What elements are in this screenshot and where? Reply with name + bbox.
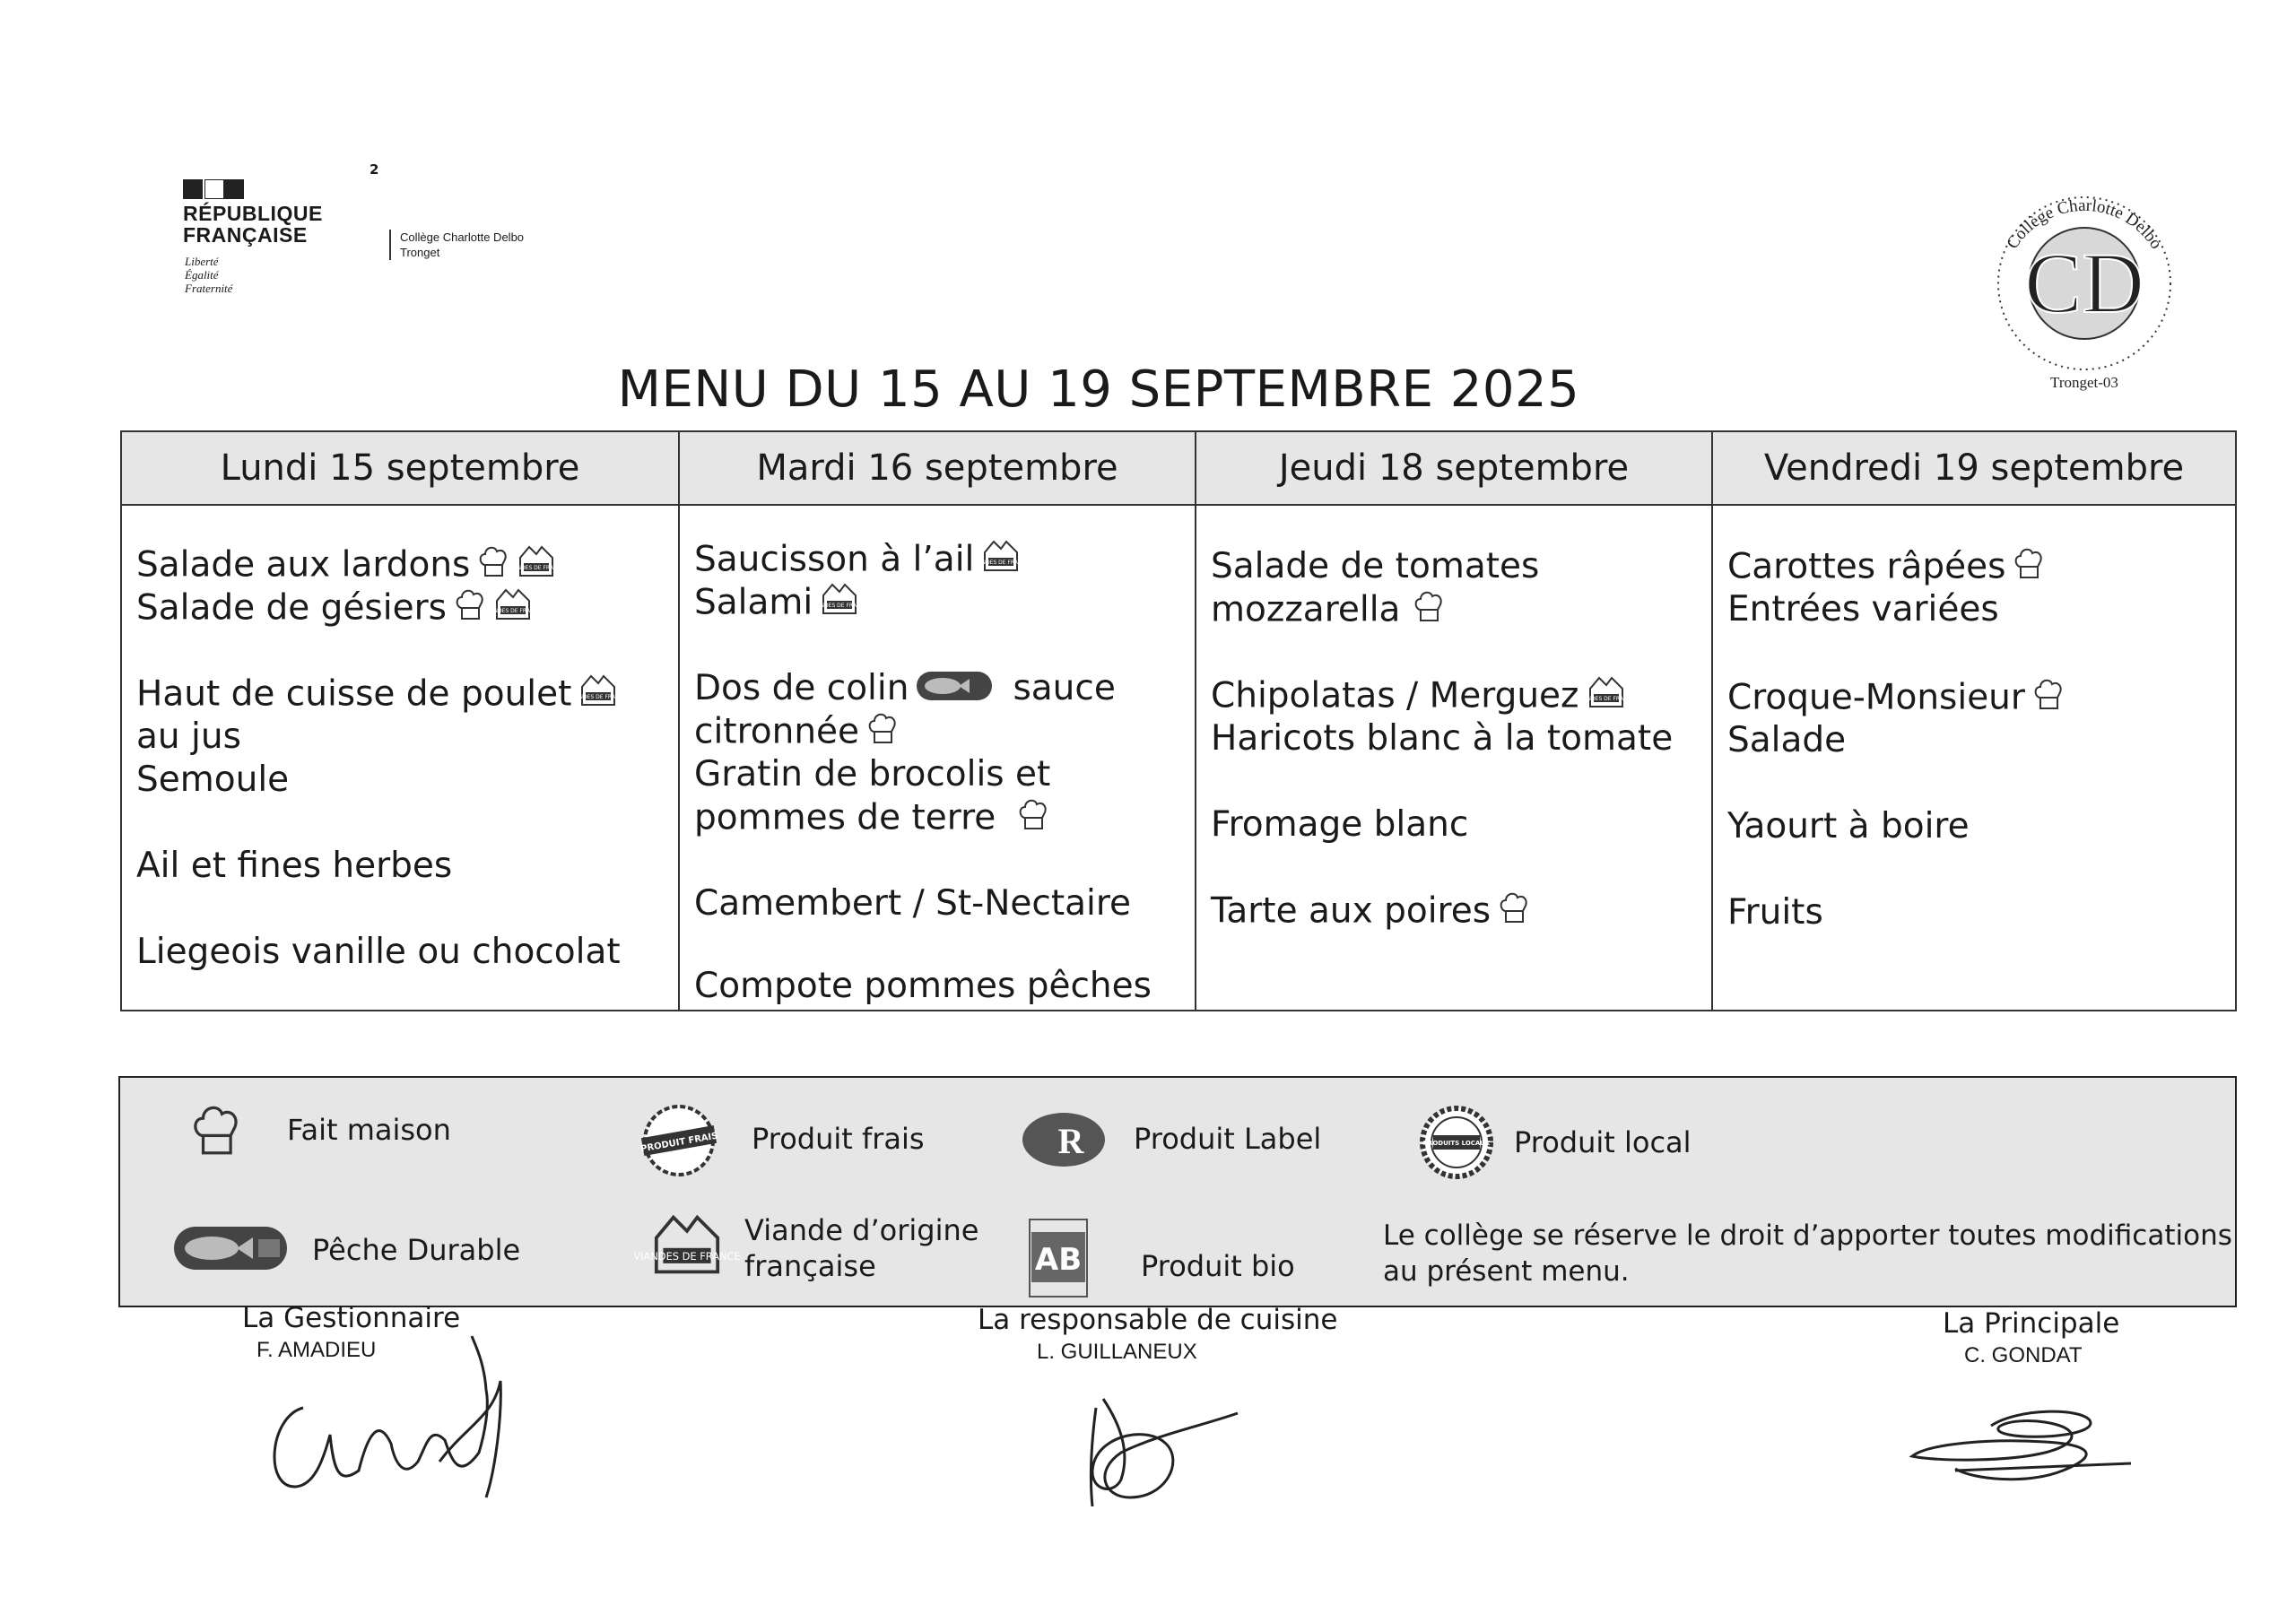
dish-item: Salade aux lardons VIANDES DE FRANCE	[136, 543, 556, 590]
dish-item: au jus	[136, 716, 241, 757]
chef-hat-icon	[454, 586, 486, 633]
dish-item: citronnée	[694, 710, 899, 757]
chef-hat-icon	[2013, 545, 2045, 592]
viandes-de-france-icon	[508, 543, 565, 590]
legend-notice: Le collège se réserve le droit d’apporter toutes modifications au présent menu.	[1383, 1219, 2232, 1288]
menu-table	[120, 430, 2237, 1011]
day-header-vendredi: Vendredi 19 septembre	[1763, 447, 2185, 489]
chef-hat-icon	[2032, 676, 2065, 723]
dish-item: Salade de tomates	[1211, 546, 1540, 586]
dish-item: Chipolatas / Merguez VIANDES DE FRANCE	[1211, 674, 1626, 721]
chef-hat-icon	[866, 710, 899, 757]
dish-item: Semoule	[136, 759, 290, 800]
college-header: Collège Charlotte Delbo Tronget	[389, 230, 524, 260]
chef-hat-icon	[1413, 588, 1445, 635]
day-header-mardi: Mardi 16 septembre	[756, 447, 1118, 489]
signature-scribble-gestionnaire	[260, 1327, 529, 1524]
legend-produit-bio: Produit bio	[1141, 1249, 1295, 1283]
page-title: MENU DU 15 AU 19 SEPTEMBRE 2025	[617, 360, 1580, 419]
svg-text:VIANDES DE FRANCE: VIANDES DE FRANCE	[1578, 696, 1634, 702]
svg-text:Tronget-03: Tronget-03	[2050, 374, 2118, 391]
svg-text:VIANDES DE FRANCE: VIANDES DE FRANCE	[633, 1250, 741, 1263]
signature-name-cuisine: L. GUILLANEUX	[1037, 1340, 1197, 1364]
svg-text:VIANDES DE FRANCE: VIANDES DE FRANCE	[570, 694, 627, 700]
svg-text:VIANDES DE FRANCE: VIANDES DE FRANCE	[972, 560, 1030, 566]
legend-produit-local: Produit local	[1514, 1125, 1692, 1159]
page-number: 2	[370, 161, 379, 178]
dish-item: Compote pommes pêches	[694, 966, 1152, 1006]
day-header-jeudi: Jeudi 18 septembre	[1278, 447, 1630, 489]
republic-motto: Liberté Égalité Fraternité	[185, 255, 233, 295]
svg-text:PRODUITS LOCAUX: PRODUITS LOCAUX	[1422, 1140, 1491, 1147]
dish-item: Gratin de brocolis et	[694, 754, 1051, 794]
dish-item: Salade de gésiers VIANDES DE FRANCE	[136, 586, 533, 633]
dish-item: Dos de colin sauce	[694, 667, 1116, 712]
svg-text:VIANDES DE FRANCE: VIANDES DE FRANCE	[484, 608, 542, 614]
label-rouge-icon	[1021, 1108, 1107, 1175]
dish-item: Fromage blanc	[1211, 804, 1469, 845]
fish-icon	[916, 669, 993, 712]
college-seal	[1986, 176, 2183, 391]
column-divider	[1195, 432, 1196, 1010]
produit-frais-icon	[637, 1103, 721, 1182]
viandes-de-france-icon	[570, 673, 627, 719]
svg-text:VIANDES DE FRANCE: VIANDES DE FRANCE	[508, 565, 565, 571]
republique-francaise-title: RÉPUBLIQUE FRANÇAISE	[183, 202, 323, 247]
dish-item: Fruits	[1727, 892, 1823, 933]
chef-hat-icon	[477, 543, 509, 590]
republique-francaise-logo	[183, 179, 246, 199]
chef-hat-icon	[1498, 890, 1530, 936]
day-header-lundi: Lundi 15 septembre	[220, 447, 580, 489]
legend-box	[118, 1076, 2237, 1307]
dish-item: Salami VIANDES DE FRANCE	[694, 581, 859, 628]
signature-name-gestionnaire: F. AMADIEU	[257, 1338, 377, 1362]
svg-text:VIANDES DE FRANCE: VIANDES DE FRANCE	[811, 603, 868, 609]
viandes-de-france-icon	[972, 538, 1030, 585]
dish-item: mozzarella	[1211, 588, 1445, 635]
dish-item: Haricots blanc à la tomate	[1211, 718, 1674, 759]
svg-text:PRODUIT FRAIS: PRODUIT FRAIS	[639, 1131, 719, 1155]
produits-locaux-icon	[1419, 1105, 1494, 1184]
signature-role-cuisine: La responsable de cuisine	[978, 1304, 1338, 1336]
dish-item: Salade	[1727, 720, 1847, 760]
signature-scribble-principale	[1901, 1399, 2152, 1497]
peche-durable-icon	[172, 1225, 289, 1275]
column-divider	[1711, 432, 1713, 1010]
dish-item: Saucisson à l’ail VIANDES DE FRANCE	[694, 538, 1021, 585]
viandes-de-france-icon	[1578, 674, 1634, 721]
college-seal-icon	[1986, 176, 2183, 391]
dish-item: Yaourt à boire	[1727, 806, 1970, 846]
signature-scribble-cuisine	[1067, 1381, 1247, 1524]
svg-text:AB: AB	[1034, 1242, 1083, 1278]
dish-item: Haut de cuisse de poulet VIANDES DE FRANCE	[136, 673, 618, 719]
chef-hat-icon	[1017, 796, 1049, 843]
legend-produit-label: Produit Label	[1134, 1122, 1322, 1156]
legend-peche-durable: Pêche Durable	[312, 1233, 521, 1267]
agriculture-bio-icon	[1026, 1218, 1091, 1302]
viandes-de-france-icon	[811, 581, 868, 628]
dish-item: Camembert / St-Nectaire	[694, 883, 1132, 924]
column-divider	[678, 432, 680, 1010]
dish-item: Entrées variées	[1727, 589, 1999, 629]
chef-hat-icon	[190, 1099, 242, 1164]
dish-item: Carottes râpées	[1727, 545, 2045, 592]
legend-fait-maison: Fait maison	[287, 1113, 451, 1147]
dish-item: Liegeois vanille ou chocolat	[136, 932, 621, 972]
legend-produit-frais: Produit frais	[752, 1122, 925, 1156]
dish-item: Croque-Monsieur	[1727, 676, 2065, 723]
dish-item: Ail et fines herbes	[136, 846, 453, 886]
viandes-de-france-icon	[633, 1211, 741, 1282]
viandes-de-france-icon	[484, 586, 542, 633]
legend-viande-francaise: Viande d’origine française	[744, 1213, 979, 1283]
svg-text:R: R	[1057, 1121, 1084, 1161]
dish-item: pommes de terre	[694, 796, 1049, 843]
signature-name-principale: C. GONDAT	[1964, 1343, 2083, 1367]
svg-text:CD: CD	[2024, 235, 2144, 331]
signature-role-principale: La Principale	[1943, 1307, 2120, 1340]
signature-role-gestionnaire: La Gestionnaire	[242, 1302, 461, 1334]
svg-text:Collège Charlotte Delbo: Collège Charlotte Delbo	[2003, 195, 2166, 253]
dish-item: Tarte aux poires	[1211, 890, 1530, 936]
